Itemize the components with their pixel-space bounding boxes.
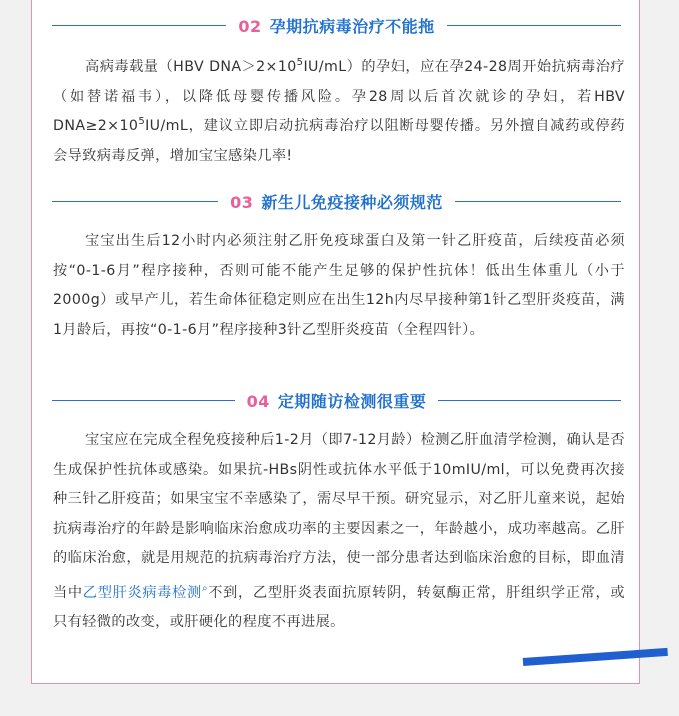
section-paragraph-03: 宝宝出生后12小时内必须注射乙肝免疫球蛋白及第一针乙肝疫苗，后续疫苗必须按“0-1-6月”程序接种，否则可能不能产生足够的保护性抗体！低出生体重儿（小于2000g）或早产儿，若生命体征稳定则应在出生12h内尽早接种第1针乙型肝炎疫苗，满1月龄后，再按“0-1-6月”程序接种3针乙型肝炎疫苗（全程四针）。 xyxy=(53,233,625,338)
section-title xyxy=(218,190,455,213)
heading-rule-left xyxy=(52,201,218,202)
text-run: IU/mL）的孕妇，应在孕24-28周开始抗病毒治疗（如替诺福韦），以降低母婴传播风险。孕28周以后首次就诊的孕妇，若HBV DNA≥2×10 xyxy=(53,59,625,134)
section-paragraph-02 xyxy=(53,53,625,171)
text-run: 高病毒载量（HBV DNA＞2×10 xyxy=(85,59,297,75)
section-number: 02 xyxy=(238,16,262,36)
text-run: 不到，乙型肝炎表面抗原转阴，转氨酶正常，肝组织学正常，或只有轻微的改变，或肝硬化的程度不再进展。 xyxy=(53,584,625,630)
superscript: 5 xyxy=(296,57,304,68)
heading-rule-right xyxy=(438,400,621,401)
text-run: IU/mL，建议立即启动抗病毒治疗以阻断母婴传播。另外擅自减药或停药会导致病毒反弹，增加宝宝感染几率! xyxy=(53,118,625,164)
superscript: 5 xyxy=(138,116,146,127)
text-run: 宝宝应在完成全程免疫接种后1-2月（即7-12月龄）检测乙肝血清学检测，确认是否生成保护性抗体或感染。如果抗-HBs阴性或抗体水平低于10mIU/ml，可以免费再次接种三针乙肝疫苗；如果宝宝不幸感染了，需尽早干预。研究显示，对乙肝儿童来说，起始抗病毒治疗的年龄是影响临床治愈成功率的主要因素之一，年龄越小，成功率越高。乙肝的临床治愈，就是用规范的抗病毒治疗方法，使一部分患者达到临床治愈的目标，即血清当中 xyxy=(53,432,625,601)
section-title-text: 孕期抗病毒治疗不能拖 xyxy=(269,16,435,36)
section-number: 04 xyxy=(246,391,270,411)
keyword-link[interactable]: 乙型肝炎病毒检测 xyxy=(82,584,202,601)
section-heading-02 xyxy=(52,13,621,37)
heading-rule-left xyxy=(52,25,226,26)
section-heading-04 xyxy=(52,388,621,412)
article-card xyxy=(31,0,640,684)
search-icon[interactable]: ⌕ xyxy=(201,582,208,594)
heading-rule-right xyxy=(455,201,621,202)
section-title xyxy=(235,389,439,412)
section-number: 03 xyxy=(230,192,254,212)
section-title-text: 新生儿免疫接种必须规范 xyxy=(261,192,443,212)
section-title xyxy=(226,14,446,37)
heading-rule-left xyxy=(52,400,235,401)
section-heading-03 xyxy=(52,189,621,213)
heading-rule-right xyxy=(447,25,621,26)
section-title-text: 定期随访检测很重要 xyxy=(277,391,427,411)
section-paragraph-04 xyxy=(53,426,625,638)
